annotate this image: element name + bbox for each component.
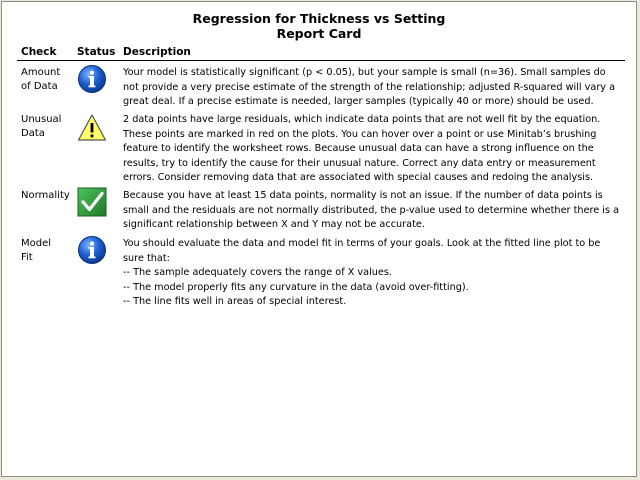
report-title-line2: Report Card: [276, 26, 362, 41]
column-header-description: Description: [123, 46, 191, 58]
check-label-model-fit: Model Fit: [21, 238, 52, 263]
checkmark-icon: [77, 187, 107, 217]
info-icon: [77, 64, 107, 94]
check-label-unusual-data: Unusual Data: [21, 114, 62, 139]
check-label-normality: Normality: [21, 190, 70, 201]
header-divider: [17, 60, 625, 61]
report-title: [2, 11, 636, 41]
description-model-fit: You should evaluate the data and model fit in terms of your goals. Look at the fitted line plot to be sure that: -- The sample adequately covers the range of X values. -- The model properly fits any curvature in the data (avoid over-fitting). -- The line fits well in areas of special interest.: [123, 238, 601, 308]
description-unusual-data: 2 data points have large residuals, which indicate data points that are not well fit by the equation. These points are marked in red on the plots. You can hover over a point or use Minitab’s brushing feature to identify the worksheet rows. Because unusual data can have a strong influence on the results, try to identify the cause for their unusual nature. Correct any data entry or measurement errors. Consider removing data that are associated with special causes and redoing the analysis.: [123, 114, 601, 184]
warning-icon: [77, 113, 107, 143]
description-amount-of-data: Your model is statistically significant (p < 0.05), but your sample is small (n=36). Small samples do not provide a very precise estimate of the strength of the relationship; adjusted R-squared will vary a great deal. If a precise estimate is needed, larger samples (typically 40 or more) should be used.: [123, 67, 616, 108]
description-normality: Because you have at least 15 data points, normality is not an issue. If the number of data points is small and the residuals are not normally distributed, the p-value used to determine whether there is a significant relationship between X and Y may not be accurate.: [123, 190, 620, 231]
check-label-amount-of-data: Amount of Data: [21, 67, 61, 92]
column-header-status: Status: [77, 46, 116, 58]
report-title-line1: Regression for Thickness vs Setting: [192, 11, 446, 26]
column-header-check: Check: [21, 46, 57, 58]
info-icon: [77, 235, 107, 265]
report-card-window: [1, 1, 637, 477]
